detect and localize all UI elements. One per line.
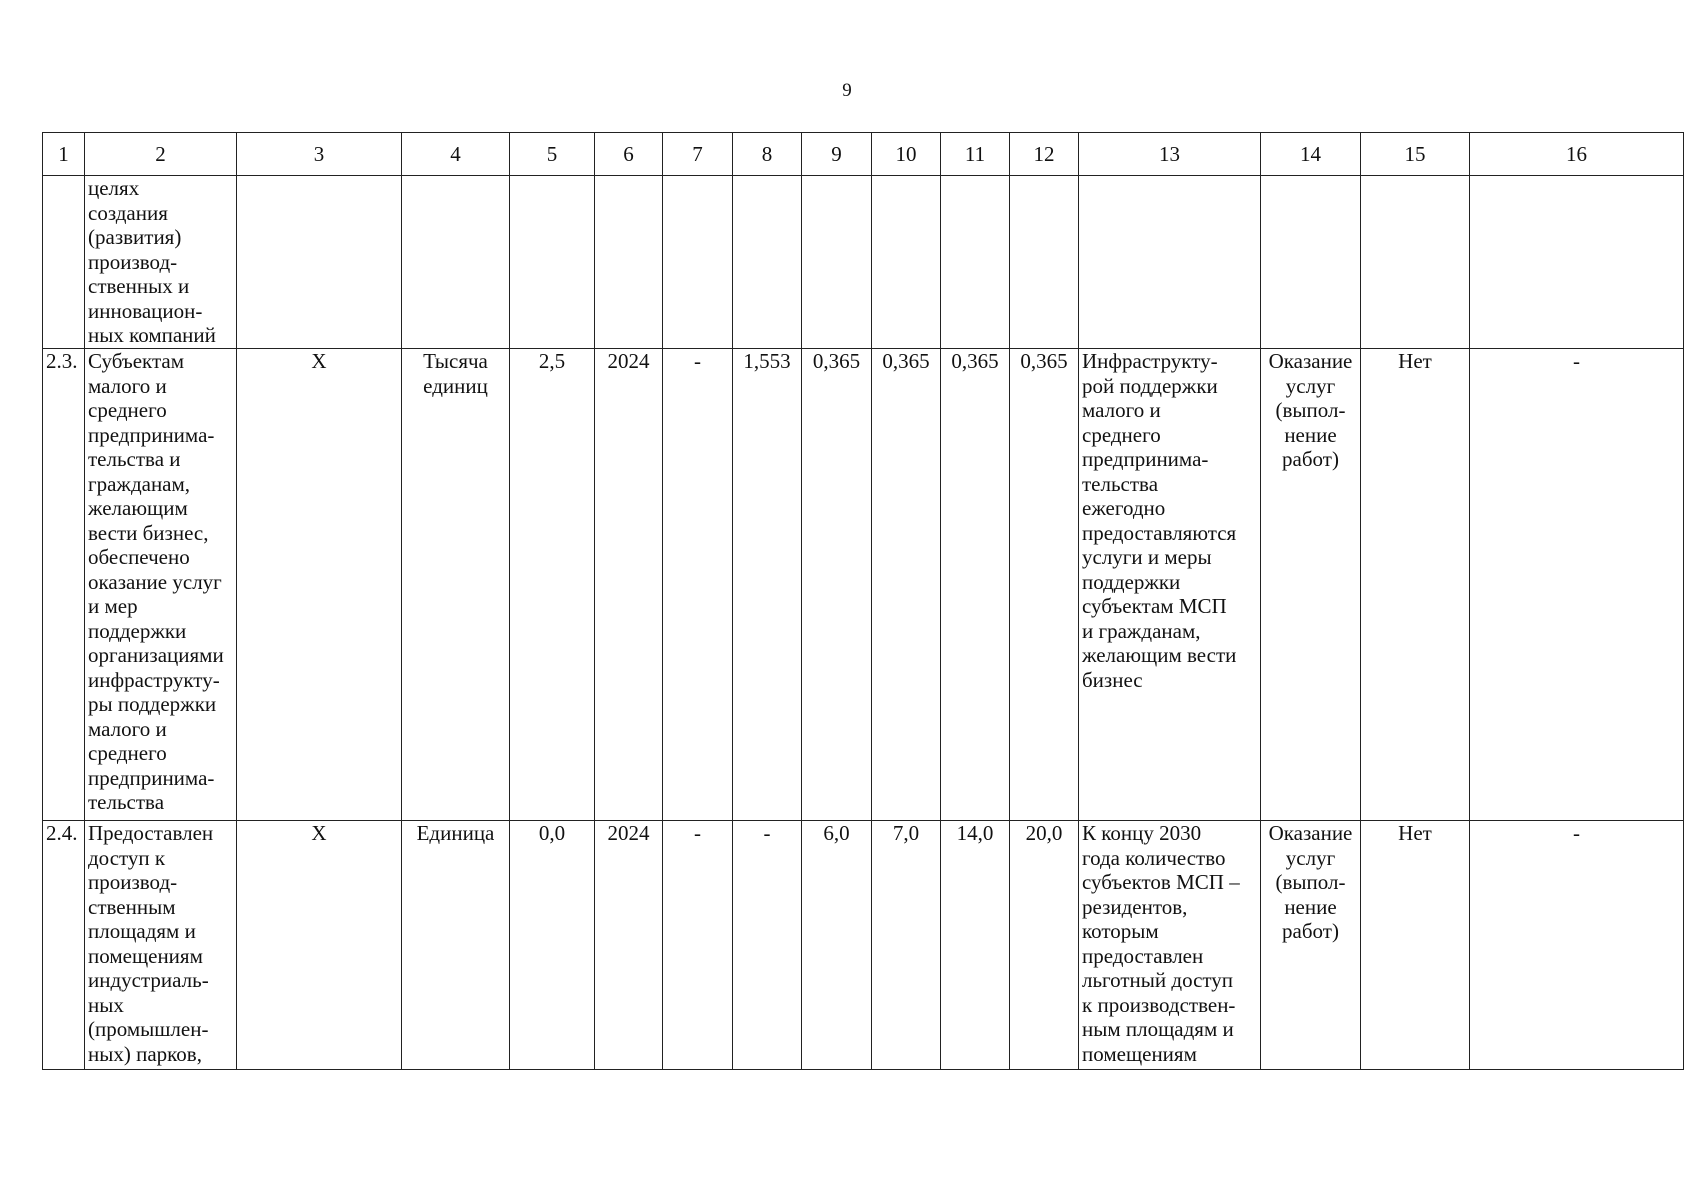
cell-line: ных компаний (88, 323, 216, 347)
cell-line: X (311, 349, 327, 373)
cell-line: среднего (1082, 422, 1161, 447)
cell-line: работ) (1282, 919, 1339, 943)
table-cell-col-3 (237, 176, 402, 349)
table-cell-col-4 (402, 349, 510, 821)
cell-line: площадям и (88, 919, 196, 943)
column-header-14: 14 (1261, 133, 1361, 176)
cell-line: 7,0 (892, 821, 920, 845)
cell-line: вести бизнес, (88, 520, 209, 545)
cell-line: Инфраструкту- (1082, 349, 1218, 373)
column-header-8: 8 (733, 133, 802, 176)
cell-line: предпринима- (1082, 447, 1209, 471)
cell-line: X (311, 821, 327, 845)
column-header-15: 15 (1361, 133, 1470, 176)
cell-line: 1,553 (743, 349, 791, 373)
cell-line: 2.3. (46, 349, 78, 373)
cell-line: ственным (88, 894, 176, 919)
cell-line: 20,0 (1025, 821, 1063, 845)
cell-line: которым (1082, 919, 1159, 943)
table-cell-col-8 (733, 349, 802, 821)
column-header-1: 1 (43, 133, 85, 176)
cell-line: 2,5 (538, 349, 566, 373)
cell-line: ных (88, 992, 124, 1017)
cell-line: - (694, 821, 701, 845)
cell-line: создания (88, 200, 168, 225)
table-cell-col-4 (402, 821, 510, 1070)
table-cell-col-1 (43, 176, 85, 349)
table-cell-col-7 (663, 821, 733, 1070)
cell-line: работ) (1282, 447, 1339, 471)
cell-line: - (1573, 349, 1580, 373)
column-header-6: 6 (595, 133, 663, 176)
table-cell-col-15 (1361, 176, 1470, 349)
column-header-7: 7 (663, 133, 733, 176)
cell-line: 0,0 (538, 821, 566, 845)
table-cell-col-16 (1470, 176, 1684, 349)
table-cell-col-5 (510, 821, 595, 1070)
table-cell-col-16 (1470, 821, 1684, 1070)
cell-line: Оказание (1268, 349, 1353, 373)
cell-line: индустриаль- (88, 968, 209, 992)
cell-line: бизнес (1082, 667, 1143, 692)
table-cell-col-16 (1470, 349, 1684, 821)
table-cell-col-8 (733, 176, 802, 349)
column-header-12: 12 (1010, 133, 1079, 176)
cell-line: Нет (1398, 349, 1432, 373)
cell-line: услуг (1285, 845, 1336, 870)
cell-line: (выпол- (1275, 398, 1346, 422)
cell-line: поддержки (88, 618, 187, 643)
column-header-3: 3 (237, 133, 402, 176)
cell-line: малого и (1082, 398, 1161, 422)
cell-line: (промышлен- (88, 1017, 209, 1041)
cell-line: 0,365 (951, 349, 999, 373)
cell-line: 0,365 (812, 349, 861, 373)
column-header-9: 9 (802, 133, 872, 176)
cell-line: помещениям (88, 943, 203, 968)
cell-line: ных) парков, (88, 1041, 202, 1066)
cell-line: к производствен- (1082, 992, 1236, 1017)
cell-line: субъектам МСП (1082, 594, 1227, 618)
table-cell-col-7 (663, 349, 733, 821)
cell-line: производ- (88, 870, 178, 894)
table-cell-col-9 (802, 349, 872, 821)
cell-line: инновацион- (88, 298, 203, 323)
cell-line: организациями (88, 643, 224, 667)
table-cell-col-3 (237, 821, 402, 1070)
table-cell-col-14 (1261, 176, 1361, 349)
page-number: 9 (842, 80, 852, 101)
data-table (42, 132, 1684, 1070)
table-cell-col-2 (85, 349, 237, 821)
cell-line: - (763, 821, 771, 845)
table-cell-col-11 (941, 176, 1010, 349)
cell-line: льготный доступ (1082, 968, 1234, 992)
table-cell-col-2 (85, 821, 237, 1070)
column-header-4: 4 (402, 133, 510, 176)
column-header-5: 5 (510, 133, 595, 176)
table-cell-col-10 (872, 821, 941, 1070)
table-cell-col-12 (1010, 349, 1079, 821)
cell-line: ежегодно (1082, 496, 1166, 520)
cell-line: 2024 (607, 349, 650, 373)
cell-line: года количество (1082, 845, 1226, 870)
cell-line: предпринима- (88, 765, 215, 790)
table-cell-col-1 (43, 821, 85, 1070)
cell-line: малого и (88, 716, 167, 741)
cell-line: (выпол- (1275, 870, 1346, 894)
cell-line: ры поддержки (88, 692, 217, 716)
cell-line: инфраструкту- (88, 667, 220, 692)
table-row (43, 349, 1684, 821)
cell-line: гражданам, (88, 471, 191, 496)
column-header-2: 2 (85, 133, 237, 176)
cell-line: помещениям (1082, 1041, 1197, 1066)
cell-line: единиц (423, 373, 488, 398)
column-header-11: 11 (941, 133, 1010, 176)
cell-line: желающим (88, 496, 188, 520)
table-cell-col-13 (1079, 176, 1261, 349)
cell-line: целях (88, 176, 140, 200)
table-row (43, 821, 1684, 1070)
cell-line: рой поддержки (1082, 373, 1218, 398)
cell-line: поддержки (1082, 569, 1181, 594)
cell-line: нение (1284, 422, 1337, 447)
table-cell-col-11 (941, 349, 1010, 821)
cell-line: Предоставлен (88, 821, 214, 845)
table-cell-col-13 (1079, 349, 1261, 821)
cell-line: Субъектам (88, 349, 185, 373)
table-cell-col-4 (402, 176, 510, 349)
table-cell-col-6 (595, 349, 663, 821)
cell-line: нение (1284, 894, 1337, 919)
cell-line: производ- (88, 249, 178, 274)
cell-line: тельства (88, 790, 165, 814)
cell-line: Нет (1398, 821, 1432, 845)
cell-line: тельства и (88, 447, 181, 471)
table-cell-col-5 (510, 349, 595, 821)
cell-line: (развития) (88, 225, 182, 249)
cell-line: - (1573, 821, 1580, 845)
table-cell-col-14 (1261, 821, 1361, 1070)
table-cell-col-9 (802, 821, 872, 1070)
cell-line: и гражданам, (1082, 618, 1201, 643)
table-cell-col-11 (941, 821, 1010, 1070)
column-header-10: 10 (872, 133, 941, 176)
column-header-13: 13 (1079, 133, 1261, 176)
header-row (43, 133, 1684, 176)
table-cell-col-3 (237, 349, 402, 821)
cell-line: 0,365 (1020, 349, 1068, 373)
cell-line: услуг (1285, 373, 1336, 398)
table-cell-col-9 (802, 176, 872, 349)
table-cell-col-5 (510, 176, 595, 349)
table-cell-col-2 (85, 176, 237, 349)
cell-line: ственных и (88, 274, 190, 298)
cell-line: предоставляются (1082, 520, 1237, 545)
table-cell-col-13 (1079, 821, 1261, 1070)
table-cell-col-1 (43, 349, 85, 821)
table-cell-col-7 (663, 176, 733, 349)
table-row (43, 176, 1684, 349)
table-cell-col-15 (1361, 821, 1470, 1070)
column-header-16: 16 (1470, 133, 1684, 176)
table-cell-col-15 (1361, 349, 1470, 821)
cell-line: К концу 2030 (1082, 821, 1202, 845)
cell-line: 6,0 (823, 821, 850, 845)
cell-line: обеспечено (88, 545, 190, 569)
table-cell-col-12 (1010, 176, 1079, 349)
cell-line: среднего (88, 398, 167, 422)
table-cell-col-6 (595, 821, 663, 1070)
table-cell-col-8 (733, 821, 802, 1070)
cell-line: среднего (88, 741, 167, 765)
cell-line: малого и (88, 373, 167, 398)
cell-line: желающим вести (1082, 643, 1237, 667)
table-cell-col-10 (872, 349, 941, 821)
cell-line: резидентов, (1082, 894, 1188, 919)
cell-line: Единица (416, 821, 495, 845)
table-cell-col-12 (1010, 821, 1079, 1070)
table-cell-col-6 (595, 176, 663, 349)
cell-line: и мер (88, 594, 138, 618)
cell-line: 2024 (607, 821, 650, 845)
cell-line: предоставлен (1082, 943, 1204, 968)
cell-line: субъектов МСП – (1082, 870, 1240, 894)
cell-line: услуги и меры (1082, 545, 1212, 569)
cell-line: тельства (1082, 471, 1159, 496)
cell-line: доступ к (88, 845, 166, 870)
cell-line: предпринима- (88, 422, 215, 447)
cell-line: Тысяча (423, 349, 488, 373)
cell-line: 0,365 (882, 349, 930, 373)
cell-line: - (694, 349, 701, 373)
cell-line: ным площадям и (1082, 1017, 1234, 1041)
cell-line: 2.4. (46, 821, 78, 845)
table-cell-col-10 (872, 176, 941, 349)
cell-line: оказание услуг (88, 569, 222, 594)
cell-line: 14,0 (956, 821, 994, 845)
cell-line: Оказание (1268, 821, 1353, 845)
table-cell-col-14 (1261, 349, 1361, 821)
